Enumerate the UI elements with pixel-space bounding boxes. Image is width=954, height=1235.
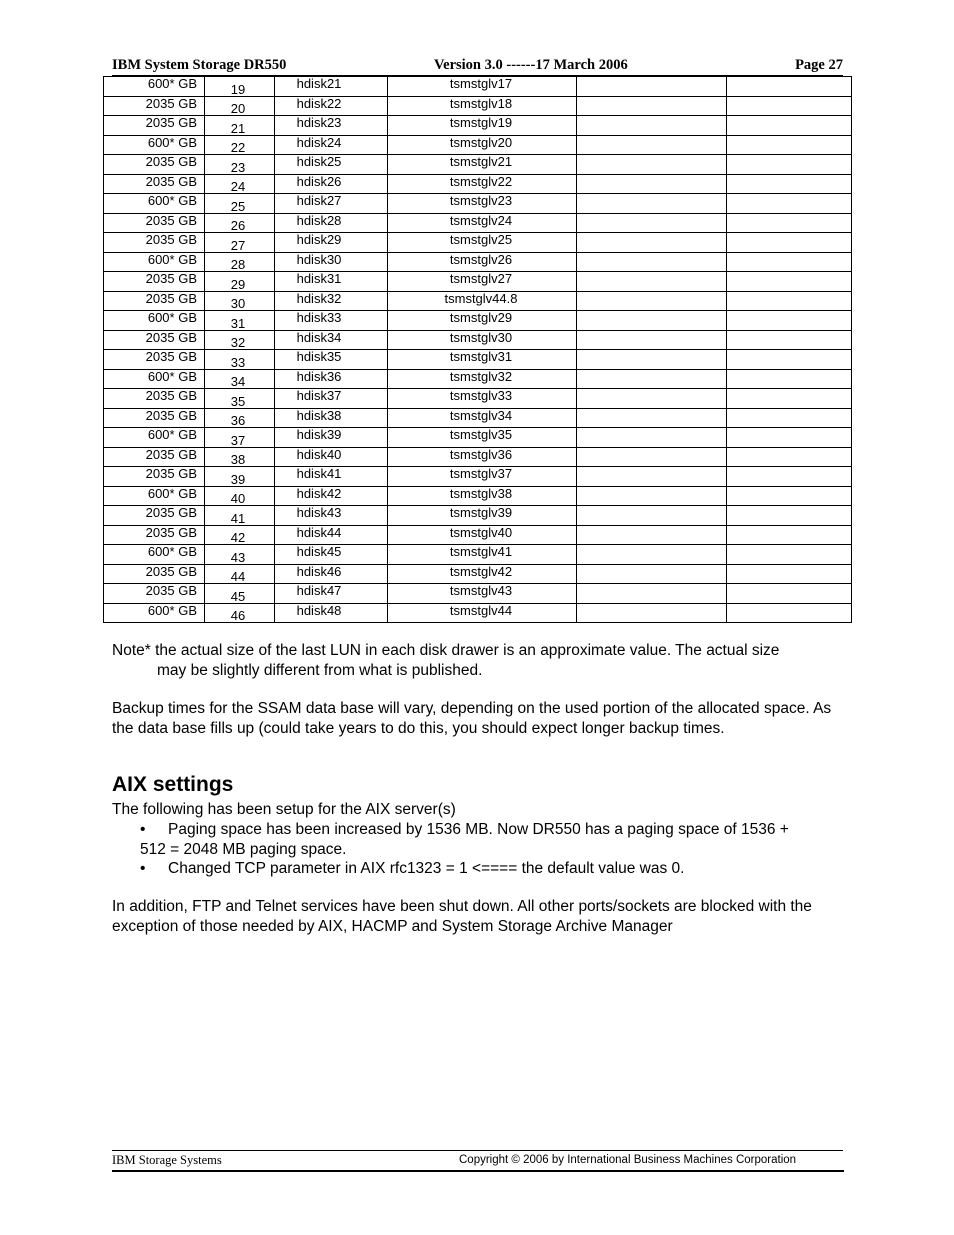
logical-volume-cell: tsmstglv19 <box>388 116 577 136</box>
empty-cell <box>727 252 852 272</box>
logical-volume-cell: tsmstglv39 <box>388 506 577 526</box>
footer-rule-bottom <box>112 1170 844 1172</box>
logical-volume-cell: tsmstglv41 <box>388 545 577 565</box>
services-paragraph: In addition, FTP and Telnet services have been shut down. All other ports/sockets are blocked with the exception of those needed by AIX, HACMP and System Storage Archive Manager <box>112 898 812 935</box>
lun-number-cell: 22 <box>205 135 275 155</box>
lun-size-cell: 2035 GB <box>104 389 205 409</box>
lun-number-cell: 25 <box>205 194 275 214</box>
hdisk-cell: hdisk40 <box>275 447 388 467</box>
table-row <box>104 194 852 214</box>
empty-cell <box>577 584 727 604</box>
hdisk-cell: hdisk25 <box>275 155 388 175</box>
empty-cell <box>727 155 852 175</box>
hdisk-cell: hdisk31 <box>275 272 388 292</box>
table-row <box>104 584 852 604</box>
header-page-number: Page 27 <box>795 57 843 73</box>
hdisk-cell: hdisk48 <box>275 603 388 623</box>
logical-volume-cell: tsmstglv35 <box>388 428 577 448</box>
lun-number-cell: 45 <box>205 584 275 604</box>
empty-cell <box>577 116 727 136</box>
hdisk-cell: hdisk43 <box>275 506 388 526</box>
lun-size-cell: 2035 GB <box>104 155 205 175</box>
table-row <box>104 506 852 526</box>
hdisk-cell: hdisk46 <box>275 564 388 584</box>
lun-number-cell: 26 <box>205 213 275 233</box>
table-row <box>104 603 852 623</box>
hdisk-cell: hdisk26 <box>275 174 388 194</box>
logical-volume-cell: tsmstglv33 <box>388 389 577 409</box>
hdisk-cell: hdisk32 <box>275 291 388 311</box>
bullet-text: Paging space has been increased by 1536 MB. Now DR550 has a paging space of 1536 + <box>168 821 789 838</box>
lun-size-cell: 600* GB <box>104 428 205 448</box>
lun-size-cell: 600* GB <box>104 252 205 272</box>
aix-bullet-list <box>112 820 847 879</box>
lun-size-cell: 2035 GB <box>104 564 205 584</box>
empty-cell <box>577 389 727 409</box>
lun-number-cell: 29 <box>205 272 275 292</box>
empty-cell <box>577 233 727 253</box>
logical-volume-cell: tsmstglv27 <box>388 272 577 292</box>
hdisk-cell: hdisk39 <box>275 428 388 448</box>
lun-size-cell: 2035 GB <box>104 213 205 233</box>
logical-volume-cell: tsmstglv23 <box>388 194 577 214</box>
lun-size-cell: 2035 GB <box>104 584 205 604</box>
empty-cell <box>727 506 852 526</box>
lun-number-cell: 34 <box>205 369 275 389</box>
empty-cell <box>727 525 852 545</box>
logical-volume-cell: tsmstglv32 <box>388 369 577 389</box>
lun-size-cell: 2035 GB <box>104 350 205 370</box>
empty-cell <box>727 545 852 565</box>
empty-cell <box>577 194 727 214</box>
lun-number-cell: 40 <box>205 486 275 506</box>
lun-size-cell: 2035 GB <box>104 233 205 253</box>
empty-cell <box>577 174 727 194</box>
lun-number-cell: 37 <box>205 428 275 448</box>
lun-size-cell: 2035 GB <box>104 116 205 136</box>
empty-cell <box>727 116 852 136</box>
empty-cell <box>727 77 852 97</box>
header-title: IBM System Storage DR550 <box>112 57 287 73</box>
aix-intro: The following has been setup for the AIX server(s) <box>112 801 456 818</box>
hdisk-cell: hdisk42 <box>275 486 388 506</box>
logical-volume-cell: tsmstglv24 <box>388 213 577 233</box>
logical-volume-cell: tsmstglv21 <box>388 155 577 175</box>
empty-cell <box>577 486 727 506</box>
lun-number-cell: 23 <box>205 155 275 175</box>
hdisk-cell: hdisk34 <box>275 330 388 350</box>
lun-number-cell: 32 <box>205 330 275 350</box>
lun-number-cell: 24 <box>205 174 275 194</box>
table-row <box>104 213 852 233</box>
empty-cell <box>727 233 852 253</box>
lun-number-cell: 28 <box>205 252 275 272</box>
empty-cell <box>577 545 727 565</box>
empty-cell <box>577 447 727 467</box>
page-header <box>112 57 843 75</box>
note-line-2: may be slightly different from what is published. <box>157 661 483 679</box>
table-row <box>104 389 852 409</box>
hdisk-cell: hdisk24 <box>275 135 388 155</box>
bullet-icon: • <box>140 821 146 838</box>
lun-size-cell: 2035 GB <box>104 467 205 487</box>
lun-number-cell: 35 <box>205 389 275 409</box>
empty-cell <box>577 603 727 623</box>
lun-number-cell: 20 <box>205 96 275 116</box>
logical-volume-cell: tsmstglv31 <box>388 350 577 370</box>
lun-number-cell: 19 <box>205 77 275 97</box>
empty-cell <box>727 564 852 584</box>
backup-paragraph: Backup times for the SSAM data base will vary, depending on the used portion of the allocated space. As the data base fills up (could take years to do this, you should expect longer backup times. <box>112 700 832 737</box>
hdisk-cell: hdisk45 <box>275 545 388 565</box>
empty-cell <box>727 213 852 233</box>
empty-cell <box>727 603 852 623</box>
table-row <box>104 272 852 292</box>
logical-volume-cell: tsmstglv26 <box>388 252 577 272</box>
lun-size-cell: 600* GB <box>104 603 205 623</box>
lun-number-cell: 31 <box>205 311 275 331</box>
empty-cell <box>727 467 852 487</box>
table-row <box>104 311 852 331</box>
empty-cell <box>577 330 727 350</box>
footer-copyright: Copyright © 2006 by International Business Machines Corporation <box>459 1154 797 1166</box>
logical-volume-cell: tsmstglv34 <box>388 408 577 428</box>
lun-number-cell: 44 <box>205 564 275 584</box>
lun-number-cell: 27 <box>205 233 275 253</box>
table-row <box>104 96 852 116</box>
lun-size-cell: 600* GB <box>104 311 205 331</box>
lun-number-cell: 46 <box>205 603 275 623</box>
lun-number-cell: 43 <box>205 545 275 565</box>
table-row <box>104 545 852 565</box>
empty-cell <box>577 369 727 389</box>
logical-volume-cell: tsmstglv38 <box>388 486 577 506</box>
lun-size-cell: 600* GB <box>104 486 205 506</box>
lun-number-cell: 41 <box>205 506 275 526</box>
lun-size-cell: 600* GB <box>104 77 205 97</box>
hdisk-cell: hdisk29 <box>275 233 388 253</box>
lun-size-cell: 2035 GB <box>104 291 205 311</box>
logical-volume-cell: tsmstglv17 <box>388 77 577 97</box>
empty-cell <box>577 272 727 292</box>
logical-volume-cell: tsmstglv44 <box>388 603 577 623</box>
note-line-1: Note* the actual size of the last LUN in each disk drawer is an approximate value. The actual size <box>112 642 780 659</box>
empty-cell <box>577 350 727 370</box>
empty-cell <box>577 96 727 116</box>
lun-size-cell: 2035 GB <box>104 447 205 467</box>
section-heading-aix: AIX settings <box>112 773 234 796</box>
lun-size-cell: 600* GB <box>104 545 205 565</box>
empty-cell <box>727 350 852 370</box>
empty-cell <box>577 155 727 175</box>
lun-size-cell: 2035 GB <box>104 408 205 428</box>
logical-volume-cell: tsmstglv42 <box>388 564 577 584</box>
table-row <box>104 447 852 467</box>
empty-cell <box>727 486 852 506</box>
empty-cell <box>727 194 852 214</box>
hdisk-cell: hdisk33 <box>275 311 388 331</box>
hdisk-cell: hdisk23 <box>275 116 388 136</box>
empty-cell <box>577 291 727 311</box>
hdisk-cell: hdisk37 <box>275 389 388 409</box>
hdisk-cell: hdisk28 <box>275 213 388 233</box>
hdisk-cell: hdisk21 <box>275 77 388 97</box>
table-row <box>104 155 852 175</box>
hdisk-cell: hdisk27 <box>275 194 388 214</box>
footer-rule-top <box>112 1150 843 1151</box>
lun-size-cell: 2035 GB <box>104 330 205 350</box>
empty-cell <box>577 428 727 448</box>
lun-size-cell: 600* GB <box>104 135 205 155</box>
empty-cell <box>577 467 727 487</box>
empty-cell <box>727 389 852 409</box>
table-row <box>104 116 852 136</box>
lun-size-cell: 2035 GB <box>104 96 205 116</box>
lun-table <box>103 76 852 623</box>
lun-number-cell: 30 <box>205 291 275 311</box>
table-row <box>104 291 852 311</box>
empty-cell <box>727 584 852 604</box>
table-row <box>104 525 852 545</box>
bullet-text: Changed TCP parameter in AIX rfc1323 = 1 <==== the default value was 0. <box>168 860 685 877</box>
table-row <box>104 174 852 194</box>
empty-cell <box>577 564 727 584</box>
logical-volume-cell: tsmstglv30 <box>388 330 577 350</box>
lun-number-cell: 42 <box>205 525 275 545</box>
logical-volume-cell: tsmstglv18 <box>388 96 577 116</box>
empty-cell <box>727 174 852 194</box>
lun-number-cell: 39 <box>205 467 275 487</box>
table-row <box>104 350 852 370</box>
bullet-continuation: 512 = 2048 MB paging space. <box>140 840 347 858</box>
table-row <box>104 467 852 487</box>
lun-number-cell: 36 <box>205 408 275 428</box>
logical-volume-cell: tsmstglv43 <box>388 584 577 604</box>
table-row <box>104 564 852 584</box>
logical-volume-cell: tsmstglv36 <box>388 447 577 467</box>
table-row <box>104 330 852 350</box>
table-row <box>104 252 852 272</box>
logical-volume-cell: tsmstglv25 <box>388 233 577 253</box>
table-row <box>104 233 852 253</box>
empty-cell <box>577 408 727 428</box>
empty-cell <box>727 369 852 389</box>
list-item <box>112 859 847 879</box>
header-version: Version 3.0 ------17 March 2006 <box>434 57 628 73</box>
table-row <box>104 369 852 389</box>
hdisk-cell: hdisk30 <box>275 252 388 272</box>
empty-cell <box>577 135 727 155</box>
empty-cell <box>577 506 727 526</box>
lun-size-cell: 600* GB <box>104 194 205 214</box>
empty-cell <box>577 252 727 272</box>
empty-cell <box>727 447 852 467</box>
logical-volume-cell: tsmstglv44.8 <box>388 291 577 311</box>
empty-cell <box>727 311 852 331</box>
empty-cell <box>727 428 852 448</box>
lun-number-cell: 33 <box>205 350 275 370</box>
lun-table-body <box>104 77 852 623</box>
logical-volume-cell: tsmstglv20 <box>388 135 577 155</box>
bullet-icon: • <box>140 860 146 877</box>
list-item <box>112 820 847 859</box>
hdisk-cell: hdisk22 <box>275 96 388 116</box>
empty-cell <box>727 135 852 155</box>
table-row <box>104 135 852 155</box>
empty-cell <box>727 408 852 428</box>
lun-number-cell: 38 <box>205 447 275 467</box>
lun-size-cell: 2035 GB <box>104 272 205 292</box>
hdisk-cell: hdisk47 <box>275 584 388 604</box>
empty-cell <box>727 96 852 116</box>
lun-number-cell: 21 <box>205 116 275 136</box>
lun-size-cell: 2035 GB <box>104 525 205 545</box>
table-row <box>104 486 852 506</box>
logical-volume-cell: tsmstglv40 <box>388 525 577 545</box>
hdisk-cell: hdisk35 <box>275 350 388 370</box>
empty-cell <box>577 77 727 97</box>
empty-cell <box>577 525 727 545</box>
empty-cell <box>577 213 727 233</box>
footer-company: IBM Storage Systems <box>112 1153 222 1167</box>
lun-size-cell: 2035 GB <box>104 174 205 194</box>
table-row <box>104 408 852 428</box>
hdisk-cell: hdisk41 <box>275 467 388 487</box>
size-note <box>112 641 847 680</box>
hdisk-cell: hdisk38 <box>275 408 388 428</box>
lun-size-cell: 2035 GB <box>104 506 205 526</box>
hdisk-cell: hdisk36 <box>275 369 388 389</box>
logical-volume-cell: tsmstglv37 <box>388 467 577 487</box>
empty-cell <box>577 311 727 331</box>
hdisk-cell: hdisk44 <box>275 525 388 545</box>
table-row <box>104 428 852 448</box>
logical-volume-cell: tsmstglv29 <box>388 311 577 331</box>
empty-cell <box>727 272 852 292</box>
empty-cell <box>727 291 852 311</box>
table-row <box>104 77 852 97</box>
empty-cell <box>727 330 852 350</box>
lun-size-cell: 600* GB <box>104 369 205 389</box>
logical-volume-cell: tsmstglv22 <box>388 174 577 194</box>
